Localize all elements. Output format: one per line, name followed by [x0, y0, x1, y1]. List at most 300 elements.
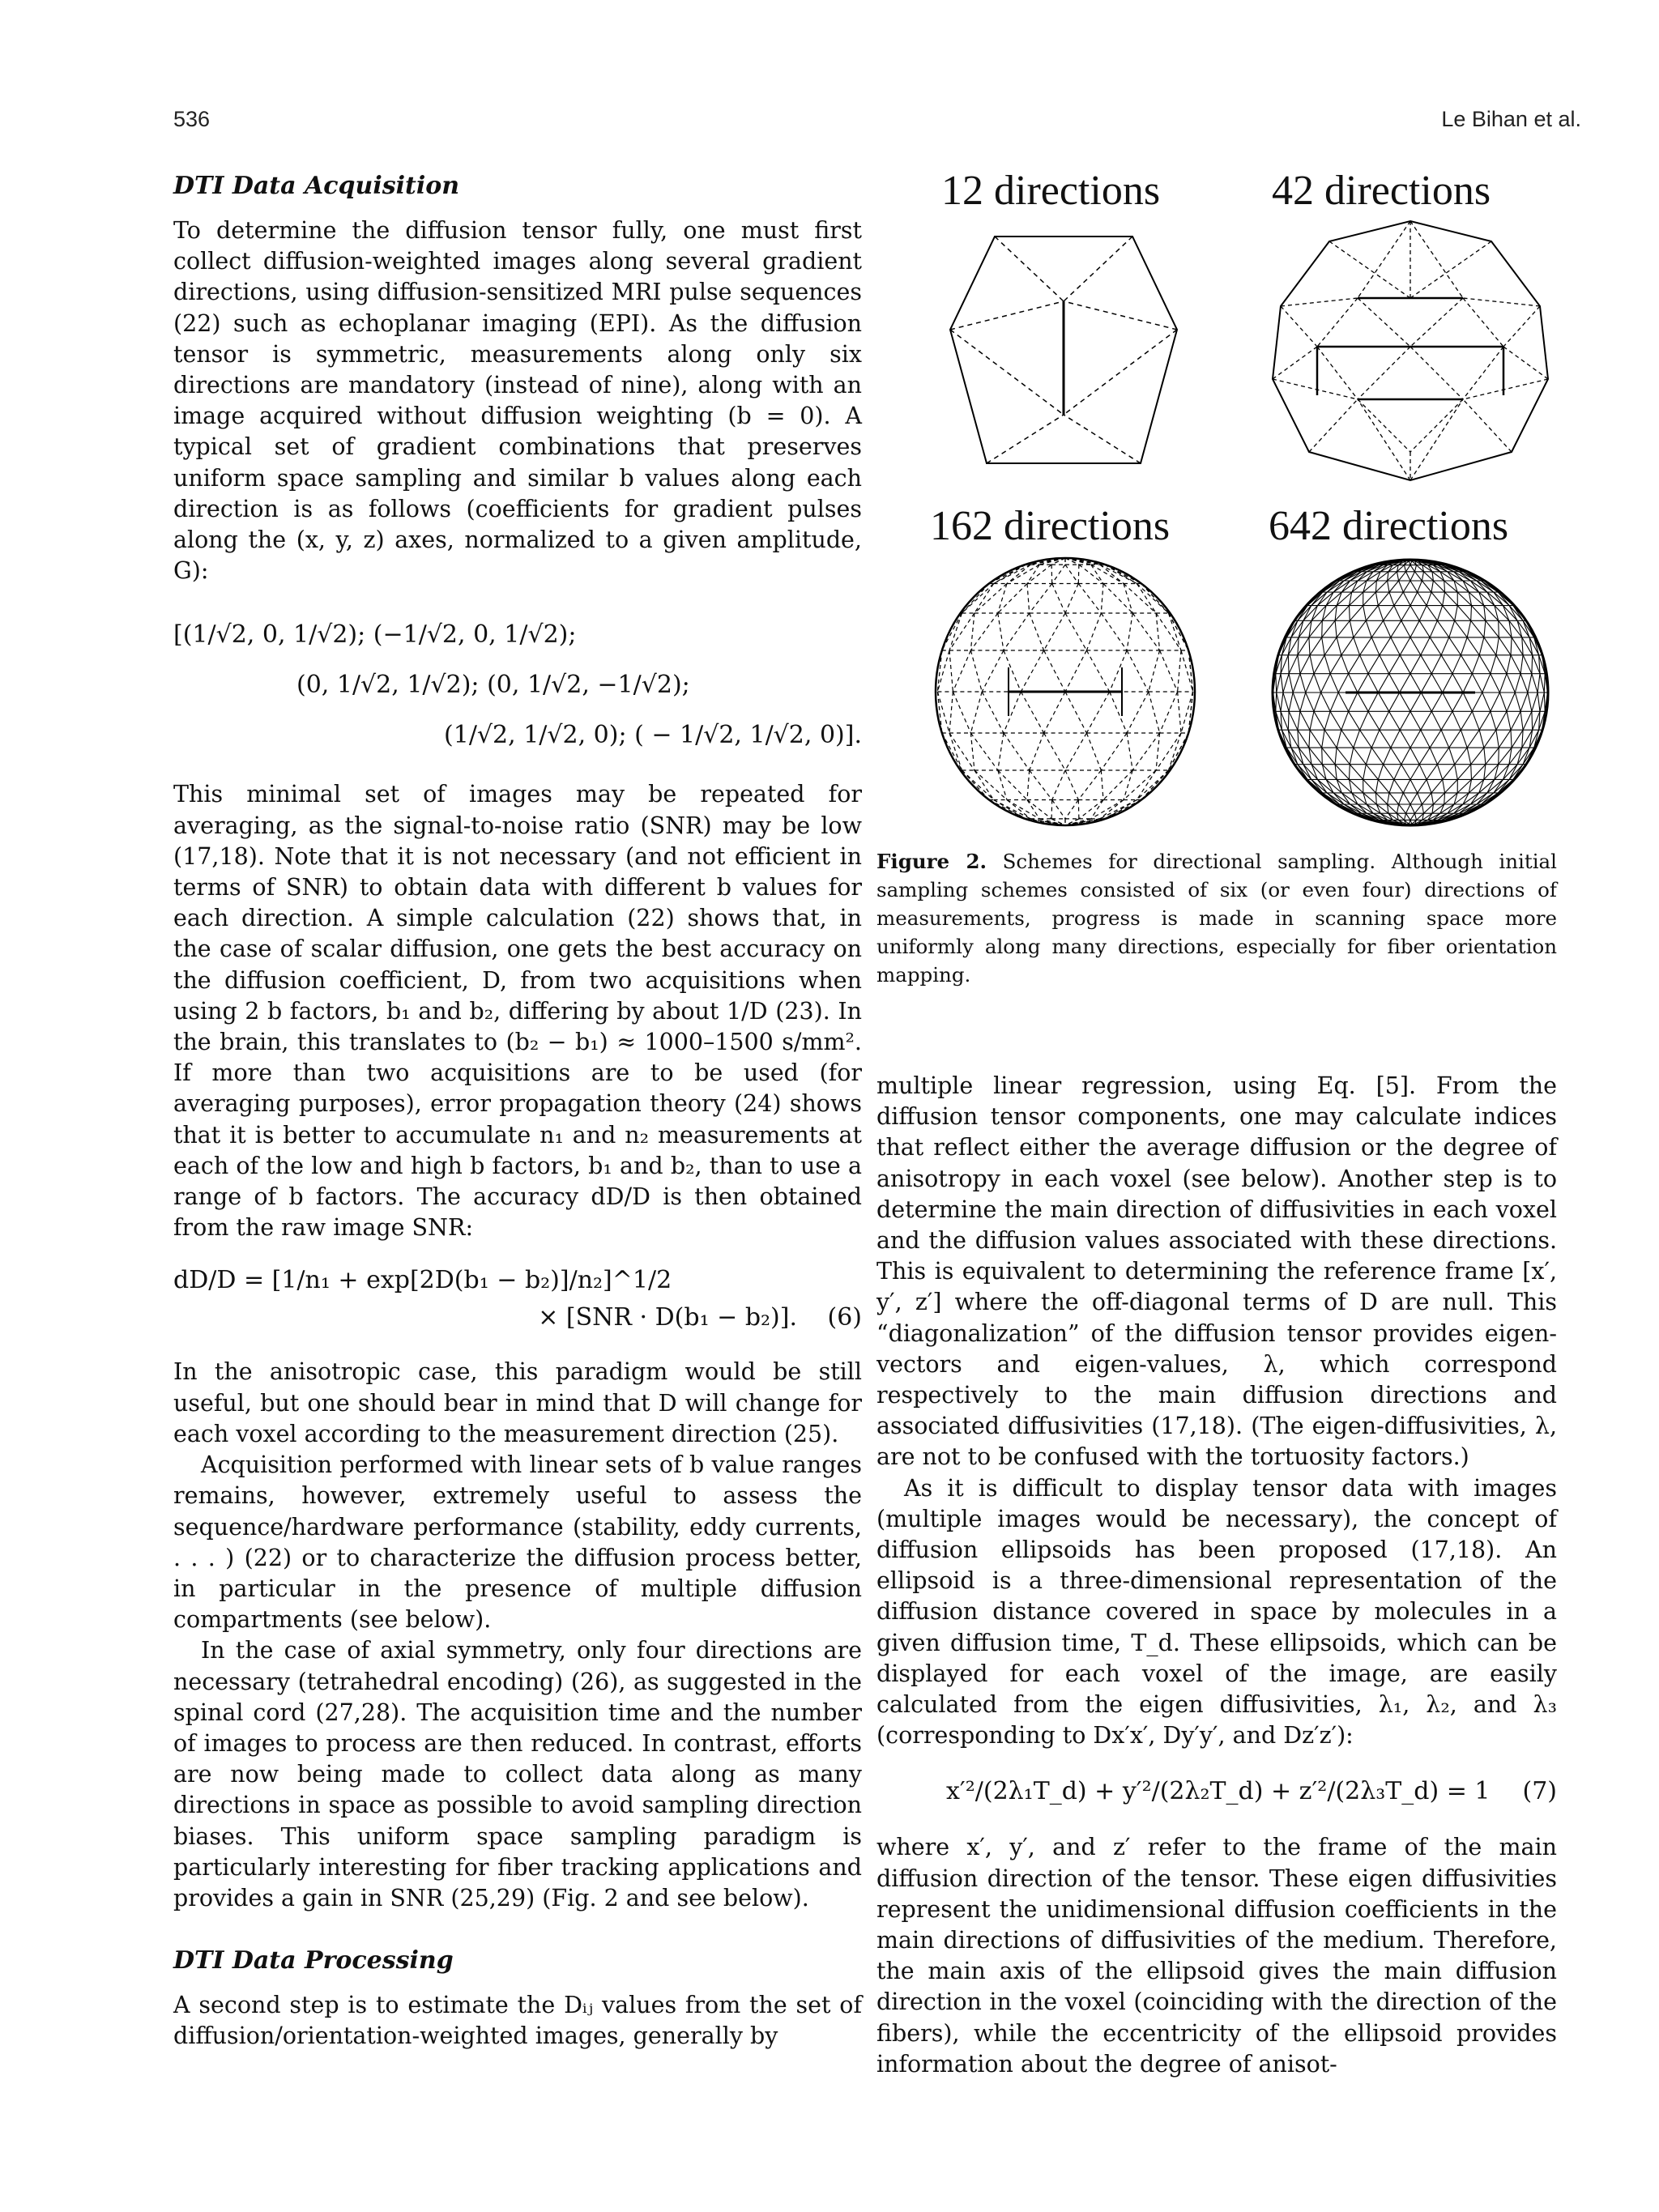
- mesh-edge: [1335, 606, 1337, 621]
- mesh-edge: [1349, 711, 1360, 730]
- mesh-edge: [1378, 693, 1388, 711]
- mesh-edge: [1389, 674, 1400, 693]
- mesh-edge: [1496, 711, 1507, 730]
- mesh-edge: [1401, 606, 1410, 621]
- icosahedron-12-directions-diagram: [946, 220, 1181, 479]
- mesh-edge: [1391, 748, 1401, 765]
- mesh-edge: [1352, 581, 1367, 592]
- mesh-edge: [1368, 693, 1378, 711]
- mesh-edge: [1403, 779, 1410, 793]
- mesh-edge: [1300, 711, 1310, 730]
- mesh-edge: [1441, 637, 1449, 655]
- mesh-edge: [1371, 620, 1383, 637]
- mesh-edge: [1445, 779, 1458, 793]
- mesh-edge: [1455, 606, 1458, 621]
- mesh-edge: [1399, 572, 1406, 581]
- mesh-edge: [1448, 572, 1454, 581]
- mesh-edge: [1309, 730, 1310, 748]
- equation-6-line1: dD/D = [1/n₁ + exp[2D(b₁ − b₂)]/n₂]^1/2: [173, 1266, 672, 1295]
- mesh-edge: [1277, 693, 1281, 711]
- mesh-edge: [1397, 804, 1399, 813]
- mesh-edge: [1349, 674, 1358, 693]
- mesh-edge: [1091, 800, 1124, 819]
- mesh-edge: [1522, 730, 1523, 748]
- mesh-edge: [1421, 693, 1431, 711]
- mesh-edge: [1335, 606, 1349, 621]
- mesh-edge: [1394, 765, 1401, 780]
- mesh-edge: [1430, 730, 1441, 748]
- mesh-edge: [1051, 565, 1052, 583]
- mesh-edge: [1079, 565, 1103, 583]
- geodesic-642-directions-diagram: [1269, 556, 1552, 829]
- mesh-edge: [1520, 674, 1528, 693]
- mesh-edge: [953, 650, 970, 692]
- mesh-edge: [1298, 711, 1300, 730]
- mesh-edge: [1511, 637, 1512, 655]
- mesh-edge: [962, 770, 994, 800]
- mesh-edge: [1499, 637, 1511, 655]
- mesh-edge: [1507, 674, 1515, 693]
- mesh-edge: [998, 613, 1004, 650]
- mesh-edge: [1276, 674, 1277, 693]
- mesh-edge: [1410, 674, 1421, 693]
- mesh-edge: [1169, 613, 1189, 650]
- mesh-edge: [1399, 793, 1404, 804]
- mesh-edge: [1406, 813, 1411, 820]
- mesh-edge: [942, 613, 962, 650]
- mesh-edge: [1156, 613, 1160, 650]
- mesh-edge: [1399, 804, 1406, 813]
- mesh-edge: [1027, 565, 1051, 583]
- mesh-edge: [1286, 748, 1294, 765]
- mesh-edge: [1322, 620, 1335, 637]
- mesh-edge: [1418, 592, 1427, 606]
- mesh-edge: [1298, 637, 1299, 655]
- mesh-edge: [1443, 779, 1445, 793]
- mesh-edge: [1403, 592, 1410, 606]
- mesh-edge: [1472, 693, 1482, 711]
- mesh-edge: [1324, 637, 1337, 655]
- mesh-edge: [1322, 620, 1323, 637]
- mesh-edge: [1471, 748, 1484, 765]
- mesh-edge: [1410, 620, 1419, 637]
- mesh-edge: [1389, 793, 1399, 804]
- mesh-edge: [1443, 606, 1455, 621]
- mesh-edge: [1004, 733, 1030, 770]
- mesh-edge: [1169, 613, 1189, 650]
- mesh-edge: [1410, 730, 1421, 748]
- mesh-edge: [1449, 730, 1461, 748]
- mesh-edge: [1467, 637, 1479, 655]
- mesh-edge: [1482, 674, 1491, 693]
- mesh-edge: [1421, 655, 1432, 674]
- mesh-edge: [1149, 650, 1160, 692]
- mesh-edge: [970, 692, 982, 733]
- mesh-edge: [1452, 693, 1463, 711]
- mesh-edge: [1375, 779, 1378, 793]
- mesh-edge: [1472, 606, 1486, 621]
- mesh-edge: [1350, 606, 1363, 621]
- mesh-edge: [1352, 793, 1367, 804]
- mesh-edge: [1350, 748, 1354, 765]
- mesh-edge: [998, 733, 1004, 770]
- mesh-edge: [1378, 606, 1383, 621]
- mesh-edge: [1021, 692, 1043, 733]
- mesh-edge: [1405, 813, 1406, 820]
- mesh-edge: [1360, 655, 1368, 674]
- mesh-edge: [1289, 674, 1293, 693]
- mesh-edge: [1337, 620, 1350, 637]
- mesh-edge: [1337, 637, 1341, 655]
- mesh-edge: [1027, 584, 1030, 614]
- mesh-edge: [1452, 674, 1463, 693]
- mesh-edge: [1127, 650, 1149, 692]
- mesh-edge: [1366, 765, 1378, 780]
- mesh-edge: [1503, 606, 1509, 621]
- mesh-edge: [1410, 561, 1412, 565]
- mesh-edge: [1537, 693, 1540, 711]
- mesh-edge: [1441, 655, 1452, 674]
- left-column: [173, 170, 862, 2052]
- equation-7: x′²/(2λ₁T_d) + y′²/(2λ₂T_d) + z′²/(2λ₃T_d) = 1: [946, 1777, 1491, 1806]
- mesh-edge: [1322, 637, 1324, 655]
- mesh-edge: [970, 733, 975, 770]
- mesh-edge: [1132, 613, 1159, 650]
- mesh-edge: [1044, 650, 1065, 692]
- mesh-edge: [1375, 793, 1387, 804]
- mesh-edge: [1380, 730, 1391, 748]
- mesh-edge: [1389, 711, 1401, 730]
- mesh-edge: [1540, 674, 1544, 693]
- mesh-edge: [1512, 637, 1523, 655]
- mesh-edge: [1065, 584, 1078, 614]
- mesh-edge: [1445, 592, 1458, 606]
- mesh-edge: [1149, 692, 1160, 733]
- mesh-edge: [1169, 733, 1189, 770]
- mesh-edge: [1463, 693, 1472, 711]
- mesh-edge: [1283, 693, 1289, 711]
- mesh-edge: [1169, 733, 1189, 770]
- mesh-edge: [1410, 711, 1421, 730]
- mesh-edge: [1388, 804, 1397, 813]
- mesh-edge: [1330, 693, 1338, 711]
- mesh-edge: [1311, 606, 1317, 621]
- mesh-edge: [1499, 693, 1507, 711]
- mesh-edge: [1486, 620, 1499, 637]
- mesh-edge: [1091, 565, 1124, 583]
- mesh-edge: [1322, 748, 1323, 765]
- mesh-edge: [1366, 748, 1371, 765]
- mesh-edge: [1052, 800, 1065, 819]
- mesh-edge: [1484, 730, 1496, 748]
- mesh-edge: [1391, 620, 1401, 637]
- mesh-edge: [1389, 592, 1394, 606]
- mesh-edge: [1479, 730, 1484, 748]
- mesh-edge: [1004, 692, 1021, 733]
- mesh-edge: [1388, 581, 1389, 592]
- mesh-edge: [1430, 637, 1441, 655]
- mesh-edge: [1520, 655, 1523, 674]
- mesh-edge: [1441, 730, 1449, 748]
- mesh-edge: [1030, 770, 1052, 800]
- mesh-edge: [1341, 793, 1358, 804]
- mesh-edge: [1105, 565, 1137, 583]
- mesh-edge: [1378, 779, 1389, 793]
- mesh-edge: [1461, 655, 1472, 674]
- geodesic-42-directions-diagram: [1269, 217, 1552, 484]
- mesh-edge: [1400, 693, 1410, 711]
- mesh-edge: [1437, 606, 1442, 621]
- mesh-edge: [1399, 581, 1404, 592]
- mesh-edge: [1467, 620, 1471, 637]
- equation-line: (0, 1/√2, 1/√2); (0, 1/√2, −1/√2);: [296, 671, 690, 700]
- mesh-edge: [1276, 693, 1277, 711]
- mesh-edge: [1415, 804, 1422, 813]
- mesh-edge: [1496, 655, 1507, 674]
- mesh-edge: [1467, 730, 1479, 748]
- mesh-edge: [1091, 565, 1103, 583]
- mesh-edge: [1544, 693, 1545, 711]
- mesh-edge: [1437, 748, 1448, 765]
- mesh-edge: [1321, 693, 1331, 711]
- mesh-edge: [1101, 584, 1103, 614]
- mesh-edge: [1065, 800, 1078, 819]
- mesh-edge: [1427, 779, 1431, 793]
- mesh-edge: [1380, 711, 1389, 730]
- mesh-edge: [1461, 730, 1467, 748]
- mesh-edge: [1401, 748, 1410, 765]
- mesh-edge: [1341, 711, 1349, 730]
- mesh-edge: [1091, 800, 1103, 819]
- mesh-edge: [1394, 779, 1403, 793]
- mesh-edge: [1449, 637, 1461, 655]
- mesh-edge: [1410, 606, 1419, 621]
- mesh-edge: [1110, 650, 1127, 692]
- mesh-edge: [1027, 800, 1051, 819]
- mesh-edge: [1021, 650, 1043, 692]
- mesh-edge: [1324, 730, 1337, 748]
- mesh-edge: [1065, 650, 1086, 692]
- mesh-edge: [1335, 765, 1349, 780]
- mesh-edge: [1293, 674, 1300, 693]
- mesh-edge: [1027, 565, 1039, 583]
- mesh-edge: [1484, 637, 1496, 655]
- mesh-edge: [1178, 650, 1181, 692]
- mesh-edge: [1371, 637, 1380, 655]
- mesh-edge: [970, 613, 975, 650]
- mesh-edge: [1358, 674, 1368, 693]
- mesh-edge: [1349, 655, 1360, 674]
- mesh-edge: [1101, 613, 1127, 650]
- mesh-edge: [1341, 655, 1349, 674]
- mesh-edge: [1503, 765, 1509, 780]
- mesh-edge: [1419, 620, 1430, 637]
- mesh-edge: [1406, 572, 1411, 581]
- mesh-edge: [1160, 650, 1178, 692]
- mesh-edge: [1528, 693, 1532, 711]
- mesh-edge: [1491, 711, 1496, 730]
- mesh-edge: [1360, 730, 1372, 748]
- mesh-edge: [1363, 592, 1376, 606]
- mesh-edge: [1326, 779, 1333, 793]
- mesh-edge: [1443, 674, 1452, 693]
- mesh-edge: [1512, 730, 1523, 748]
- mesh-edge: [1401, 765, 1410, 780]
- paragraph: In the case of axial symmetry, only four directions are necessary (tetrahedral encoding) (26), as suggested in the spinal cord (27,28). The acquisition time and the number of images to process are then reduced. In contrast, efforts are now being made to collect data along as many directions in space as possible to avoid sampling direction biases. This uniform space sampling paradigm is particularly interesting for fiber tracking applications and provides a gain in SNR (25,29) (Fig. 2 and see below).: [173, 1637, 862, 1912]
- running-head: Le Bihan et al.: [1441, 107, 1581, 131]
- mesh-edge: [1479, 655, 1491, 674]
- section-title-processing: DTI Data Processing: [173, 1946, 454, 1975]
- mesh-edge: [1375, 581, 1387, 592]
- mesh-edge: [1367, 572, 1373, 581]
- mesh-edge: [1337, 730, 1341, 748]
- mesh-edge: [1391, 730, 1400, 748]
- mesh-edge: [1052, 565, 1065, 583]
- mesh-edge: [1433, 793, 1444, 804]
- mesh-edge: [953, 692, 970, 733]
- mesh-edge: [1430, 620, 1437, 637]
- mesh-edge: [1515, 674, 1520, 693]
- equation-line: (1/√2, 1/√2, 0); ( − 1/√2, 1/√2, 0)].: [444, 721, 862, 750]
- mesh-edge: [1341, 581, 1358, 592]
- mesh-edge: [1463, 581, 1479, 592]
- mesh-edge: [1007, 800, 1039, 819]
- mesh-edge: [1443, 765, 1455, 780]
- mesh-edge: [1431, 693, 1442, 711]
- mesh-edge: [1086, 733, 1101, 770]
- mesh-edge: [1354, 730, 1360, 748]
- mesh-edge: [1354, 748, 1367, 765]
- mesh-edge: [1322, 730, 1324, 748]
- mesh-edge: [994, 565, 1026, 583]
- mesh-edge: [1410, 637, 1421, 655]
- mesh-edge: [1410, 793, 1418, 804]
- mesh-edge: [1298, 730, 1299, 748]
- mesh-edge: [1394, 606, 1401, 621]
- mesh-edge: [1384, 620, 1391, 637]
- mesh-edge: [1384, 606, 1394, 621]
- mesh-edge: [1471, 765, 1472, 780]
- mesh-edge: [1522, 637, 1523, 655]
- mesh-edge: [1324, 655, 1330, 674]
- mesh-edge: [1487, 779, 1495, 793]
- mesh-edge: [1300, 693, 1306, 711]
- mesh-edge: [1380, 637, 1391, 655]
- mesh-edge: [1314, 693, 1321, 711]
- mesh-edge: [1124, 584, 1132, 614]
- mesh-edge: [1289, 693, 1293, 711]
- geodesic-162-directions-diagram: [932, 554, 1199, 829]
- mesh-edge: [1298, 655, 1300, 674]
- mesh-edge: [1523, 711, 1532, 730]
- mesh-edge: [970, 733, 997, 770]
- mesh-edge: [1499, 730, 1511, 748]
- mesh-edge: [1422, 804, 1423, 813]
- mesh-edge: [1341, 730, 1354, 748]
- mesh-edge: [1335, 748, 1337, 765]
- mesh-edge: [1314, 655, 1324, 674]
- mesh-edge: [1467, 748, 1471, 765]
- mesh-edge: [1086, 650, 1109, 692]
- mesh-edge: [1281, 674, 1283, 693]
- mesh-edge: [1401, 620, 1410, 637]
- mesh-edge: [1283, 674, 1289, 693]
- mesh-edge: [1375, 592, 1378, 606]
- mesh-edge: [1330, 655, 1341, 674]
- mesh-edge: [1321, 674, 1331, 693]
- mesh-edge: [1421, 711, 1432, 730]
- equation-6-line2: × [SNR · D(b₁ − b₂)].: [538, 1303, 797, 1332]
- mesh-edge: [1349, 693, 1358, 711]
- mesh-edge: [1110, 692, 1127, 733]
- figure-label-162: 162 directions: [930, 503, 1171, 549]
- mesh-edge: [1300, 655, 1310, 674]
- equation-number: (6): [827, 1303, 862, 1332]
- mesh-edge: [1368, 674, 1378, 693]
- mesh-edge: [1424, 572, 1434, 581]
- mesh-edge: [1380, 655, 1389, 674]
- mesh-edge: [1052, 770, 1065, 800]
- mesh-edge: [1532, 674, 1537, 693]
- mesh-edge: [1004, 650, 1021, 692]
- mesh-edge: [1520, 711, 1523, 730]
- mesh-edge: [1101, 770, 1103, 800]
- mesh-edge: [1310, 637, 1322, 655]
- mesh-edge: [1367, 804, 1373, 813]
- mesh-edge: [1289, 711, 1298, 730]
- mesh-edge: [1443, 592, 1445, 606]
- mesh-edge: [1314, 711, 1324, 730]
- mesh-edge: [1127, 692, 1149, 733]
- mesh-edge: [1410, 581, 1418, 592]
- mesh-edge: [1030, 613, 1044, 650]
- mesh-edge: [1326, 592, 1333, 606]
- paragraph: This minimal set of images may be repeated for averaging, as the signal-to-noise ratio (SNR) may be low (17,18). Note that it is not necessary (and not efficient in terms of SNR) to obtain data with different b values for each direction. A simple calculation (22) shows that, in the case of scalar diffusion, one gets the best accuracy on the diffusion coefficient, D, from two acquisitions when using 2 b factors, b₁ and b₂, differing by about 1/D (23). In the brain, this translates to (b₂ − b₁) ≈ 1000–1500 s/mm². If more than two acquisitions are to be used (for averaging purposes), error propagation theory (24) shows that it is better to accumulate n₁ and n₂ measurements at each of the low and high b factors, b₁ and b₂, than to use a range of b factors. The accuracy dD/D is then obtained from the raw image SNR:: [173, 781, 862, 1242]
- equation-line: [(1/√2, 0, 1/√2); (−1/√2, 0, 1/√2);: [173, 620, 577, 650]
- figure-label-42: 42 directions: [1272, 168, 1491, 214]
- mesh-edge: [1137, 770, 1168, 800]
- section-title-acquisition: DTI Data Acquisition: [173, 172, 460, 200]
- mesh-edge: [1496, 730, 1499, 748]
- mesh-edge: [1523, 655, 1532, 674]
- mesh-edge: [1427, 765, 1437, 780]
- mesh-edge: [1491, 674, 1500, 693]
- mesh-edge: [1528, 674, 1532, 693]
- mesh-edge: [1487, 592, 1495, 606]
- mesh-edge: [1298, 637, 1309, 655]
- mesh-edge: [1335, 620, 1337, 637]
- mesh-edge: [1324, 711, 1330, 730]
- mesh-edge: [1532, 655, 1533, 674]
- mesh-edge: [1078, 770, 1101, 800]
- mesh-edge: [1101, 733, 1127, 770]
- mesh-edge: [1520, 693, 1528, 711]
- mesh-edge: [1421, 674, 1431, 693]
- mesh-edge: [1378, 765, 1383, 780]
- mesh-edge: [1511, 711, 1520, 730]
- mesh-edge: [1472, 765, 1486, 780]
- mesh-edge: [1178, 692, 1181, 733]
- mesh-edge: [1406, 565, 1411, 572]
- mesh-edge: [1421, 637, 1430, 655]
- mesh-edge: [1403, 581, 1410, 592]
- mesh-edge: [1007, 565, 1039, 583]
- mesh-edge: [1337, 748, 1350, 765]
- mesh-edge: [1078, 800, 1079, 819]
- mesh-edge: [1086, 613, 1101, 650]
- mesh-edge: [1515, 693, 1520, 711]
- mesh-edge: [1389, 581, 1399, 592]
